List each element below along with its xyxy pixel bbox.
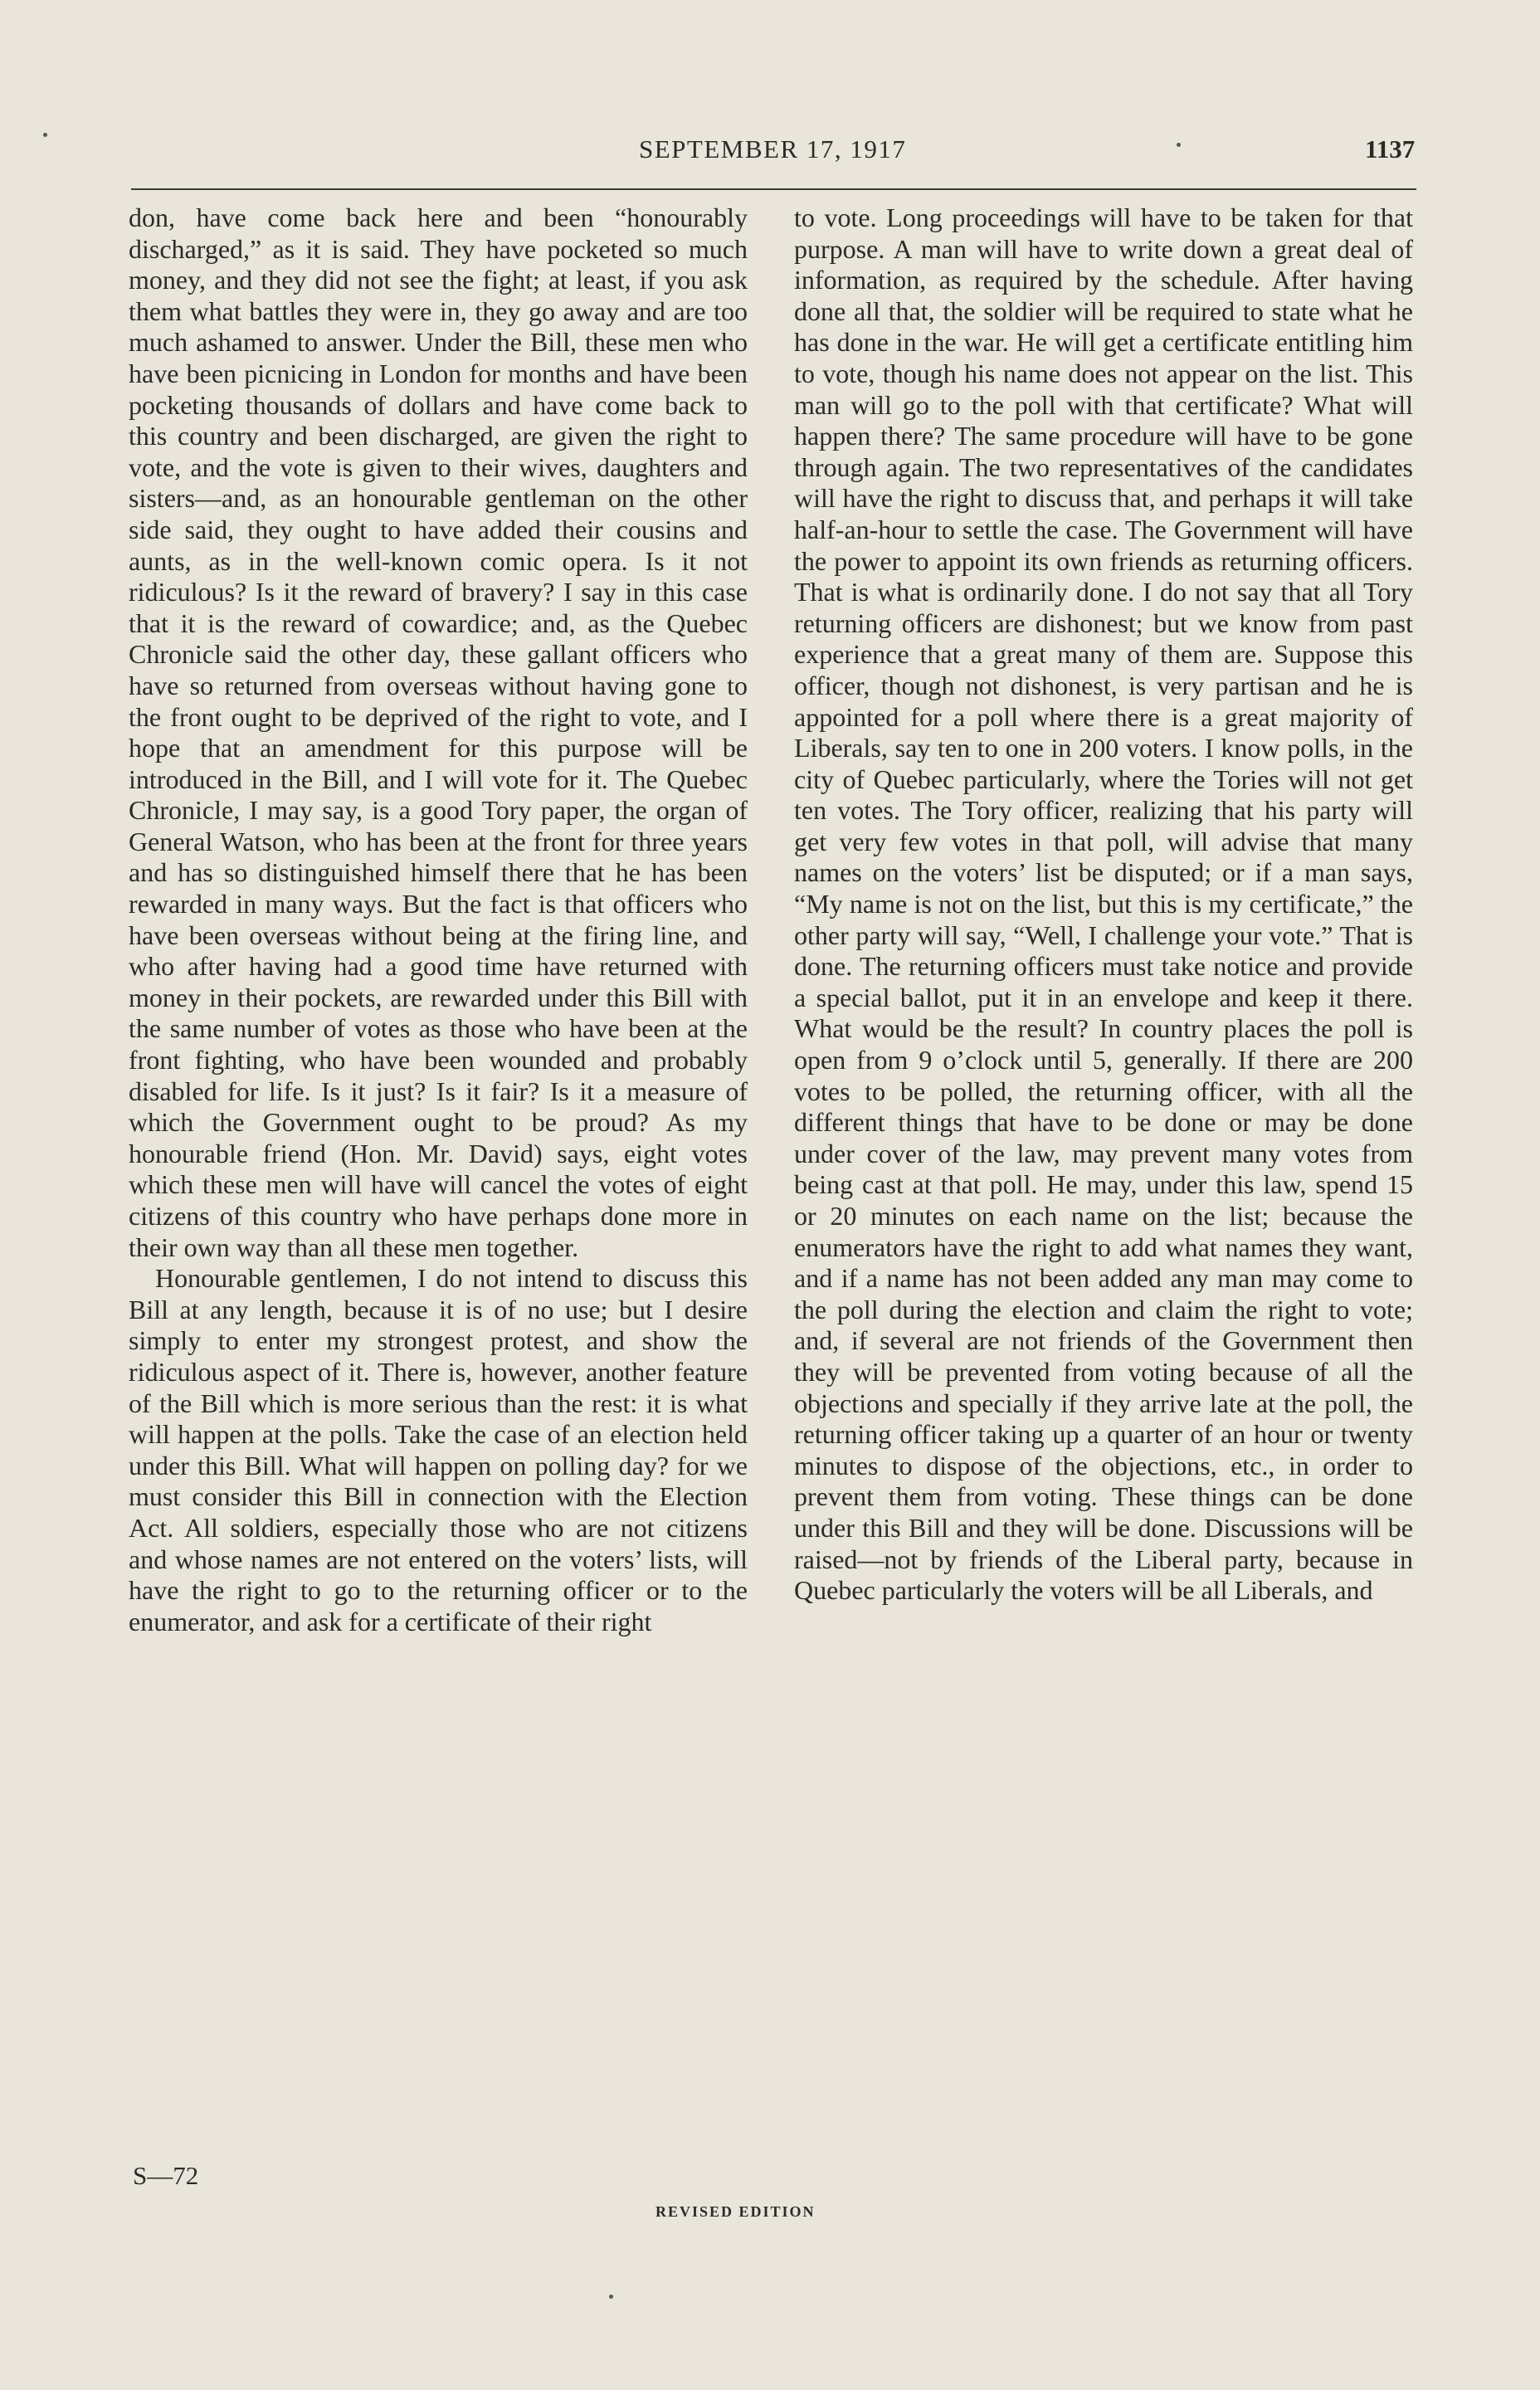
speck — [43, 133, 47, 137]
speck — [1177, 143, 1181, 147]
page-number: 1137 — [1365, 134, 1416, 163]
paragraph: to vote. Long proceedings will have to be taken for that purpose. A man will have to write down a great deal of information, as required by the schedule. After having done all that, the soldier will be required to state what he has done in the war. He will get a certificate entitling him to vote, though his name does not appear on the list. This man will go to the poll with that certificate? What will happen there? The same procedure will have to be gone through again. The two representatives of the candidates will have the right to discuss that, and perhaps it will take half-an-hour to settle the case. The Government will have the power to appoint its own friends as returning officers. That is what is ordinarily done. I do not say that all Tory returning officers are dishonest; but we know from past experience that a great many of them are. Suppose this officer, though not dishonest, is very partisan and he is appointed for a poll where there is a great majority of Liberals, say ten to one in 200 voters. I know polls, in the city of Quebec particularly, where the Tories will not get ten votes. The Tory officer, realizing that his party will get very few votes in that poll, will advise that many names on the voters’ list be disputed; or if a man says, “My name is not on the list, but this is my certificate,” the other party will say, “Well, I challenge your vote.” That is done. The returning officers must take notice and provide a special ballot, put it in an envelope and keep it there. What would be the result? In country places the poll is open from 9 o’clock until 5, generally. If there are 200 votes to be polled, the returning officer, with all the different things that have to be done or may be done under cover of the law, may prevent many votes from being cast at that poll. He may, under this law, spend 15 or 20 minutes on each name on the list; because the enumerators have the right to add what names they want, and if a name has not been added any man may come to the poll during the election and claim the right to vote; and, if several are not friends of the Government then they will be prevented from voting because of all the objections and specially if they arrive late at the poll, the returning officer taking up a quarter of an hour or twenty minutes to dispose of the objections, etc., in order to prevent them from voting. These things can be done under this Bill and they will be done. Discussions will be raised—not by friends of the Liberal party, because in Quebec particularly the voters will be all Liberals, and — [794, 202, 1413, 1606]
right-column — [794, 202, 1413, 1607]
edition-label: REVISED EDITION — [655, 2203, 816, 2220]
paragraph: don, have come back here and been “honourably discharged,” as it is said. They have pocketed so much money, and they did not see the fight; at least, if you ask them what battles they were in, they go away and are too much ashamed to answer. Under the Bill, these men who have been picnicing in London for months and have been pocketing thousands of dollars and have come back to this country and been discharged, are given the right to vote, and the vote is given to their wives, daughters and sisters—and, as an honourable gentleman on the other side said, they ought to have added their cousins and aunts, as in the well-known comic opera. Is it not ridiculous? Is it the reward of bravery? I say in this case that it is the reward of cowardice; and, as the Quebec Chronicle said the other day, these gallant officers who have so returned from overseas without having gone to the front ought to be deprived of the right to vote, and I hope that an amendment for this purpose will be introduced in the Bill, and I will vote for it. The Quebec Chronicle, I may say, is a good Tory paper, the organ of General Watson, who has been at the front for three years and has so distinguished himself there that he has been rewarded in many ways. But the fact is that officers who have been overseas without being at the firing line, and who after having had a good time have returned with money in their pockets, are rewarded under this Bill with the same number of votes as those who have been at the front fighting, who have been wounded and probably disabled for life. Is it just? Is it fair? Is it a measure of which the Government ought to be proud? As my honourable friend (Hon. Mr. David) says, eight votes which these men will have will cancel the votes of eight citizens of this country who have perhaps done more in their own way than all these men together. — [129, 202, 748, 1262]
header-rule — [131, 188, 1416, 190]
paragraph: Honourable gentlemen, I do not intend to discuss this Bill at any length, because it is of no use; but I desire simply to enter my strongest protest, and show the ridiculous aspect of it. There is, however, another feature of the Bill which is more serious than the rest: it is what will happen at the polls. Take the case of an election held under this Bill. What will happen on polling day? for we must consider this Bill in connection with the Election Act. All soldiers, especially those who are not citizens and whose names are not entered on the voters’ lists, will have the right to go to the returning officer or to the enumerator, and ask for a certificate of their right — [129, 1263, 748, 1636]
speck — [609, 2295, 613, 2299]
left-column — [129, 202, 748, 1637]
page-date: SEPTEMBER 17, 1917 — [639, 134, 907, 163]
signature-mark: S—72 — [133, 2161, 199, 2190]
